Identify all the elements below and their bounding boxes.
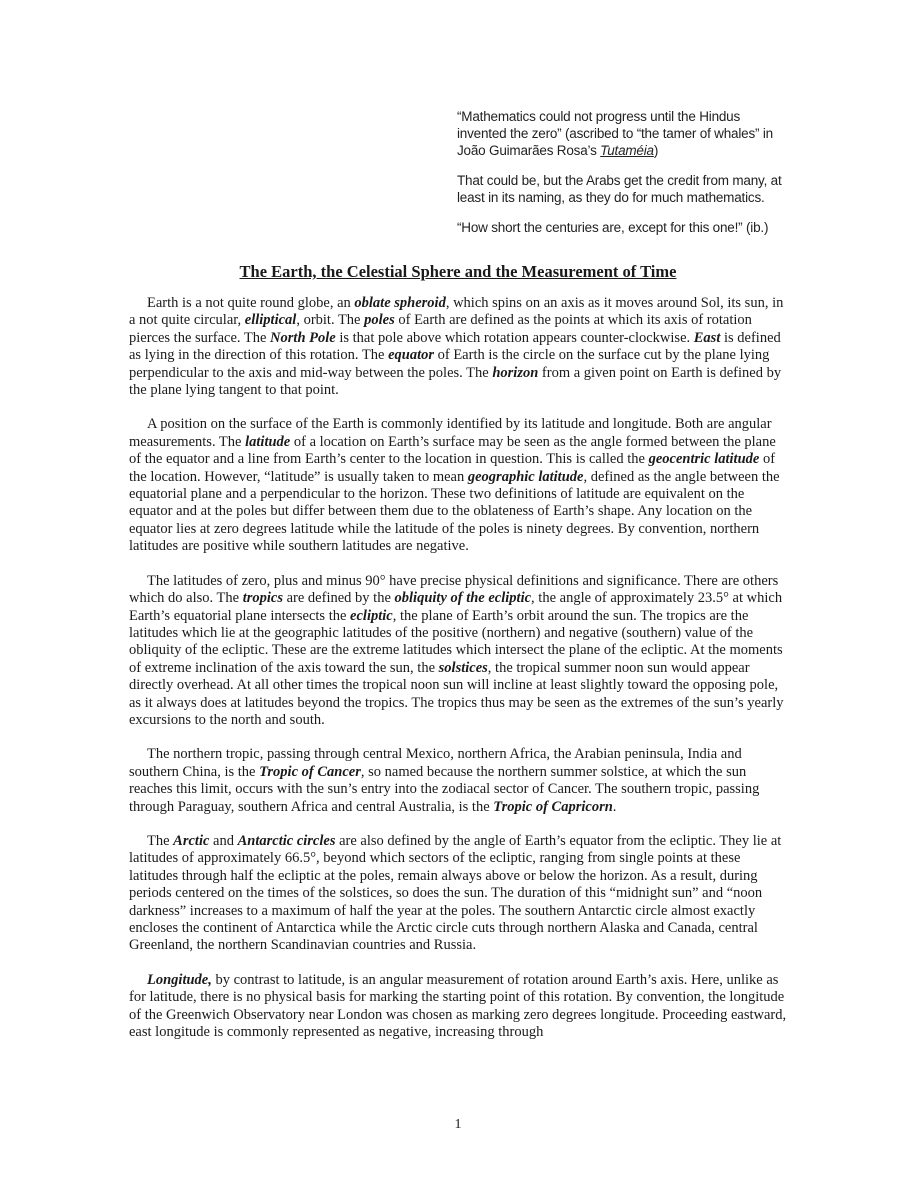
page-number: 1	[454, 1117, 462, 1132]
term-equator: equator	[388, 347, 434, 364]
term-solstices: solstices	[438, 659, 488, 676]
text-run: from a given point on Earth is defined by the plane lying tangent to that point.	[129, 364, 782, 399]
text-run: , so named because the northern summer solstice, at which the sun reaches this limit, occurs with the sun’s entry into the zodiacal sector of Cancer. The southern tropic, passing through Paraguay, southern Africa and central Australia, is the	[129, 763, 760, 815]
text-run: , the tropical summer noon sun would appear directly overhead. At all other times the tropical noon sun will incline at least slightly toward the opposing pole, as it always does at latitudes beyond the tropics. The tropics thus may be seen as the extremes of the sun’s yearly excursions to the north and south.	[129, 659, 784, 728]
term-poles: poles	[364, 312, 395, 329]
paragraph-longitude	[129, 972, 791, 1042]
text-run: .	[612, 798, 617, 815]
epigraph-quote-1-close: )	[653, 143, 659, 158]
epigraph	[457, 108, 787, 249]
term-north-pole: North Pole	[270, 329, 336, 346]
epigraph-quote-2: That could be, but the Arabs get the credit from many, at least in its naming, as they do for much mathematics.	[457, 173, 782, 205]
text-run: , orbit. The	[296, 312, 365, 329]
term-geographic-latitude: geographic latitude	[467, 468, 584, 485]
paragraph-earth-shape	[129, 295, 791, 399]
text-run: is defined as lying in the direction of this rotation. The	[129, 329, 781, 364]
paragraph-polar-circles	[129, 833, 791, 955]
epigraph-quote-3: “How short the centuries are, except for this one!” (ib.)	[457, 220, 769, 235]
paragraph-tropics	[129, 573, 791, 730]
term-east: East	[693, 329, 721, 346]
text-run: is that pole above which rotation appears counter-clockwise.	[335, 329, 694, 346]
term-tropics: tropics	[242, 590, 283, 607]
term-arctic: Arctic	[173, 832, 210, 849]
epigraph-book-title: Tutaméia	[600, 143, 654, 158]
term-oblate-spheroid: oblate spheroid	[354, 295, 446, 311]
term-latitude: latitude	[245, 433, 291, 450]
term-horizon: horizon	[492, 364, 539, 381]
page-title: The Earth, the Celestial Sphere and the Measurement of Time	[239, 262, 677, 281]
text-run: Earth is a not quite round globe, an	[147, 295, 355, 311]
paragraph-tropic-names	[129, 746, 791, 816]
text-run: , the plane of Earth’s orbit around the sun. The tropics are the latitudes which lie at the geographic latitudes of the positive (northern) and negative (southern) value of the obliquity of the ecliptic. These are the extreme latitudes which intersect the plane of the ecliptic. At the moments of extreme inclination of the axis toward the sun, the	[129, 607, 783, 676]
text-run: The latitudes of zero, plus and minus 90° have precise physical definitions and significance. There are others which do also. The	[129, 572, 779, 607]
term-ecliptic: ecliptic	[350, 607, 393, 624]
paragraph-latitude	[129, 416, 791, 555]
term-geocentric-latitude: geocentric latitude	[648, 451, 760, 468]
epigraph-quote-1-text: “Mathematics could not progress until the Hindus invented the zero” (ascribed to “the tamer of whales” in João Guimarães Rosa’s	[457, 109, 773, 158]
text-run: The northern tropic, passing through central Mexico, northern Africa, the Arabian peninsula, India and southern China, is the	[129, 746, 742, 780]
text-run: by contrast to latitude, is an angular measurement of rotation around Earth’s axis. Here, unlike as for latitude, there is no physical basis for marking the starting point of this rotation. By convention, the longitude of the Greenwich Observatory near London was chosen as marking zero degrees longitude. Proceeding eastward, east longitude is commonly represented as negative, increasing through	[129, 971, 787, 1041]
text-run: , defined as the angle between the equatorial plane and a perpendicular to the horizon. These two definitions of latitude are equivalent on the equator and at the poles but differ between them due to the oblateness of Earth’s shape. Any location on the equator lies at zero degrees latitude while the latitude of the poles is ninety degrees. By convention, northern latitudes are positive while southern latitudes are negative.	[129, 468, 780, 555]
term-antarctic-circles: Antarctic circles	[237, 832, 336, 849]
text-run: of the location. However, “latitude” is usually taken to mean	[129, 451, 776, 485]
text-run: of Earth is the circle on the surface cut by the plane lying perpendicular to the axis and mid-way between the poles. The	[129, 347, 770, 381]
epigraph-quote-1	[457, 108, 787, 159]
term-obliquity-of-ecliptic: obliquity of the ecliptic	[394, 590, 532, 607]
text-run: A position on the surface of the Earth is commonly identified by its latitude and longitude. Both are angular measurements. The	[129, 416, 772, 450]
text-run: and	[209, 832, 238, 849]
term-tropic-of-cancer: Tropic of Cancer	[259, 763, 361, 780]
term-elliptical: elliptical	[244, 312, 297, 329]
body-text	[129, 295, 791, 1058]
term-tropic-of-capricorn: Tropic of Capricorn	[493, 798, 613, 815]
text-run: are defined by the	[282, 590, 395, 607]
text-run: The	[147, 832, 174, 849]
text-run: , the angle of approximately 23.5° at which Earth’s equatorial plane intersects the	[129, 590, 783, 624]
term-longitude: Longitude,	[147, 971, 212, 988]
text-run: are also defined by the angle of Earth’s equator from the ecliptic. They lie at latitudes of approximately 66.5°, beyond which sectors of the ecliptic, ranging from single points at these latitudes through half the ecliptic at the poles, remain always above or below the horizon. As a result, during periods centered on the times of the solstices, so does the sun. The duration of this “midnight sun” and “noon darkness” increases to a maximum of half the year at the poles. The southern Antarctic circle almost exactly encloses the continent of Antarctica while the Arctic circle cuts through northern Alaska and Canada, central Greenland, the northern Scandinavian countries and Russia.	[129, 832, 782, 954]
text-run: , which spins on an axis as it moves around Sol, its sun, in a not quite circular,	[129, 295, 784, 329]
text-run: of a location on Earth’s surface may be seen as the angle formed between the plane of the equator and a line from Earth’s center to the location in question. This is called the	[129, 433, 776, 468]
text-run: of Earth are defined as the points at which its axis of rotation pierces the surface. The	[129, 312, 752, 346]
